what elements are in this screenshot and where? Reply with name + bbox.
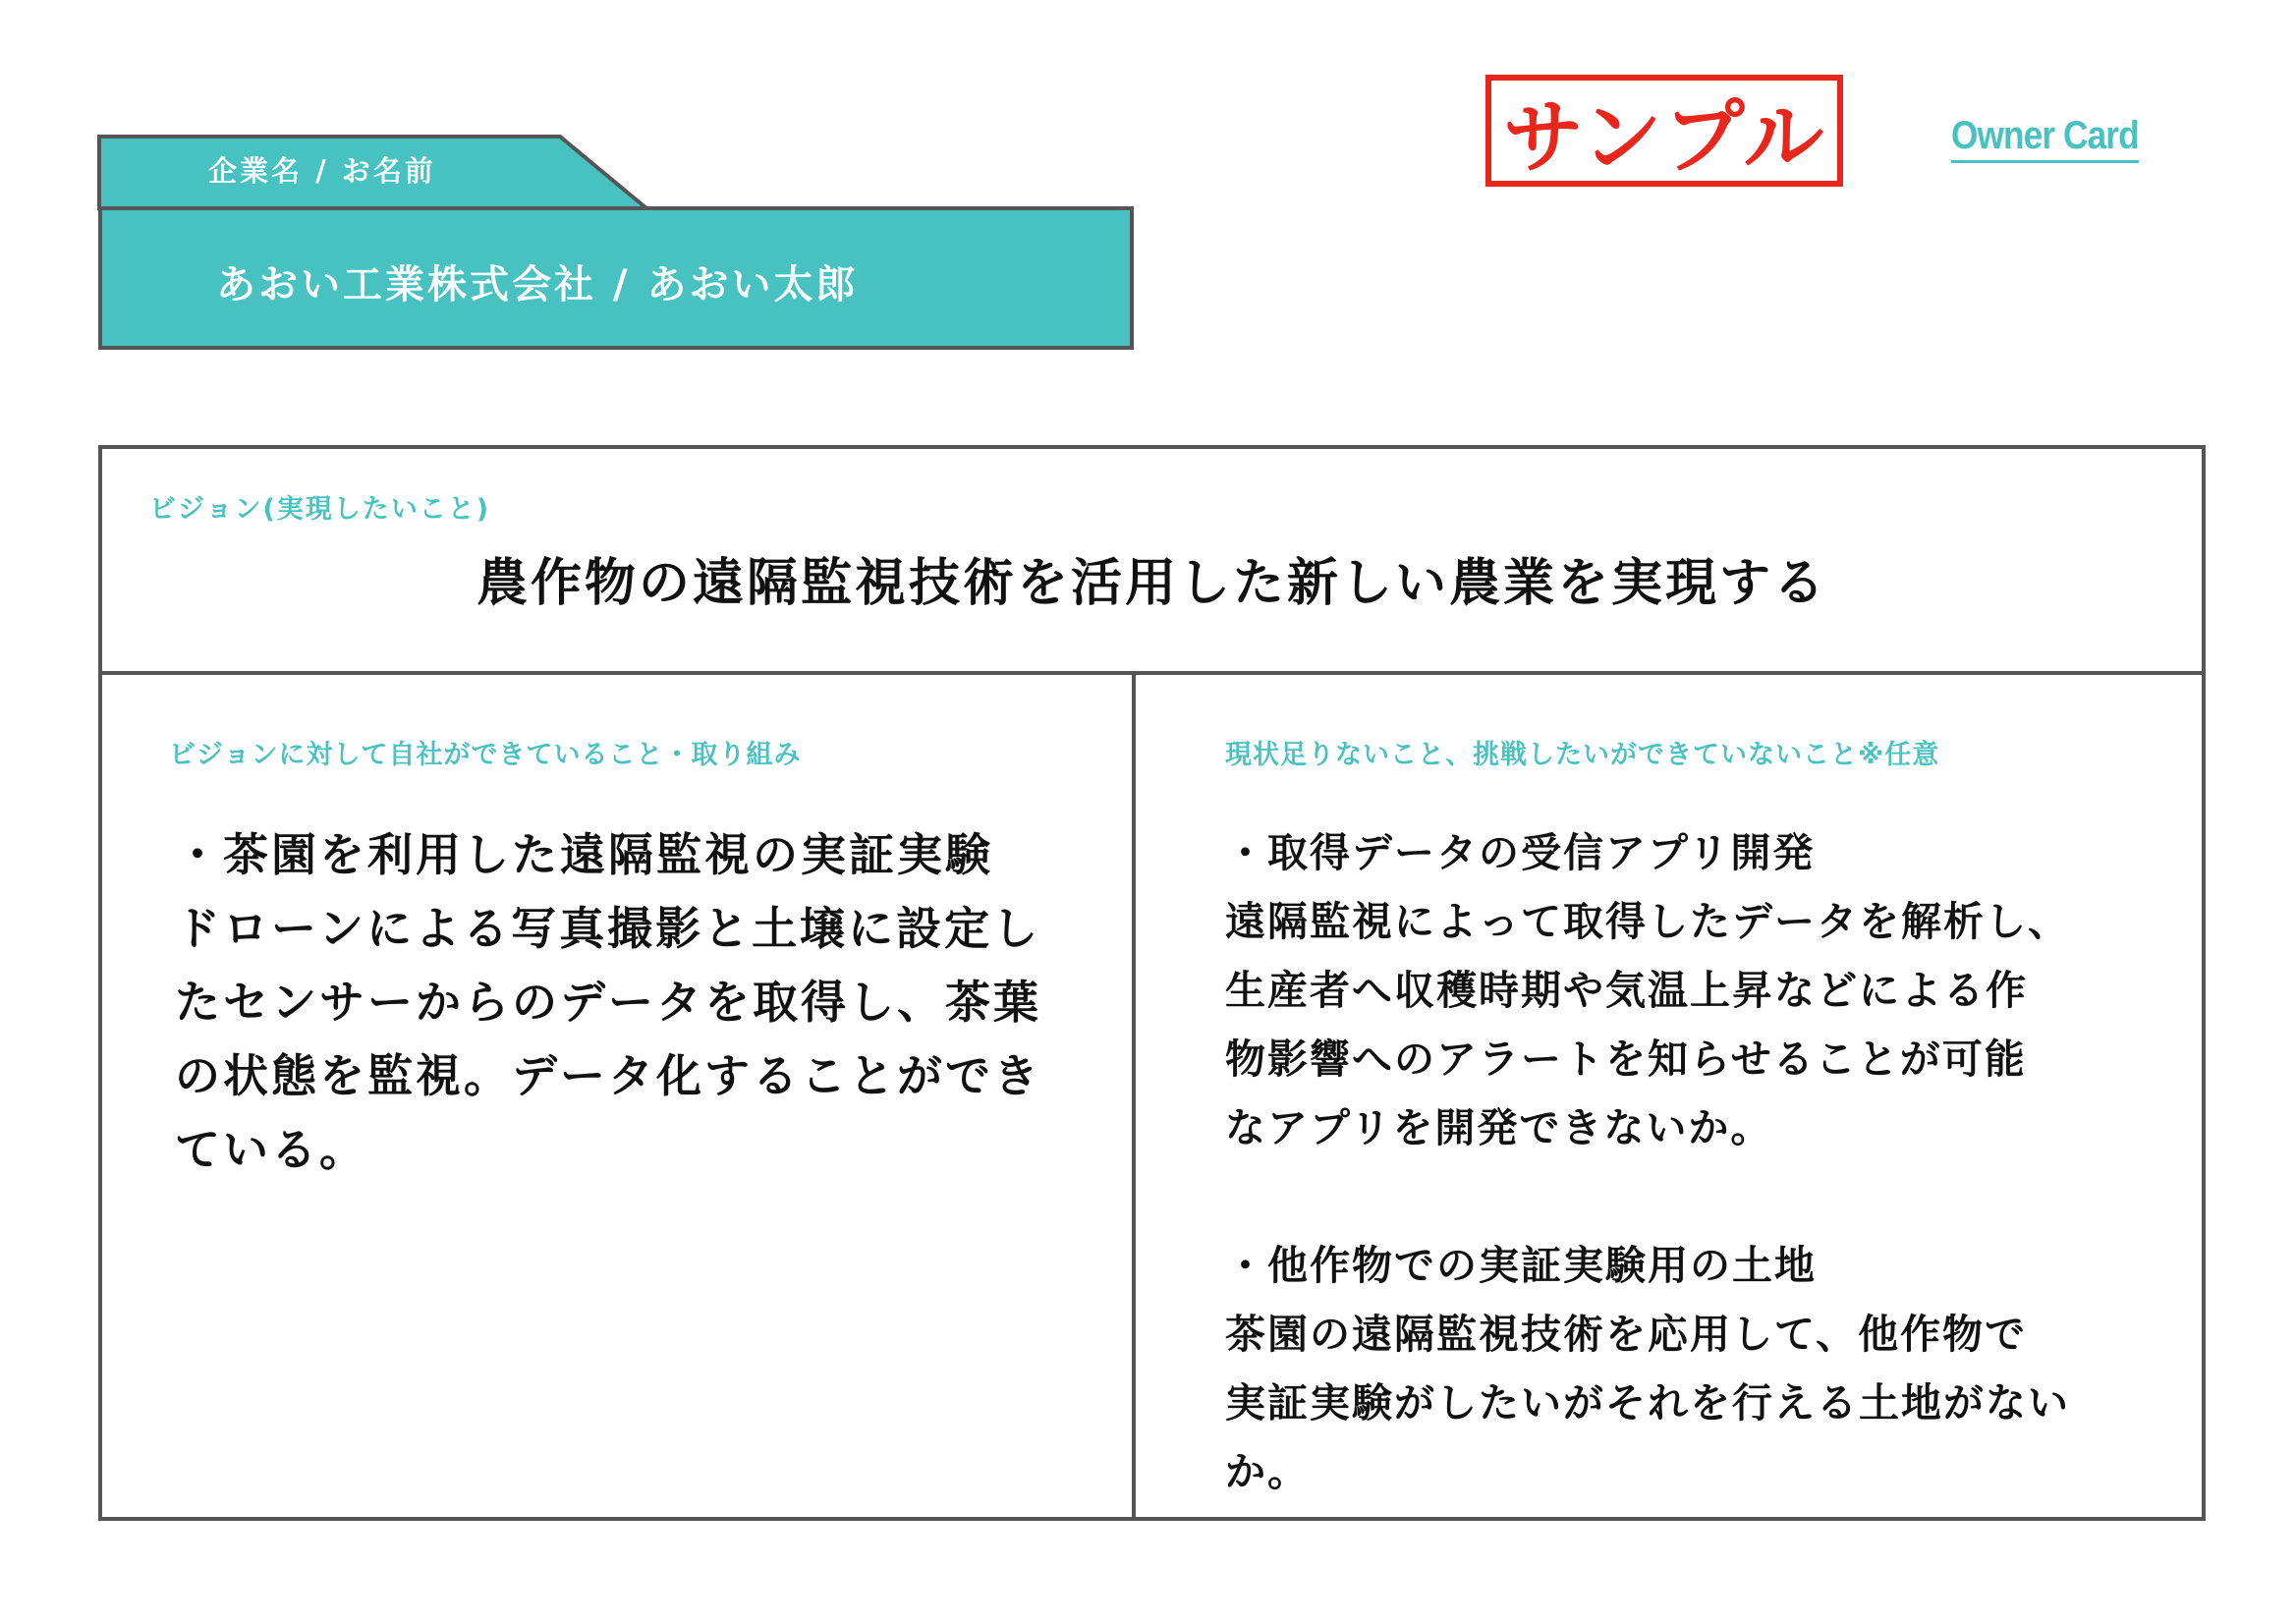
horizontal-divider [98, 671, 2206, 675]
vision-label: ビジョン(実現したいこと) [149, 494, 491, 525]
current-efforts-text: ・茶園を利用した遠隔監視の実証実験 ドローンによる写真撮影と土壌に設定し たセンサーからのデータを取得し、茶葉 の状態を監視。データ化することができ ている。 [175, 828, 1041, 1176]
owner-card-link[interactable]: Owner Card [1951, 114, 2139, 163]
challenges-text: ・取得データの受信アプリ開発 遠隔監視によって取得したデータを解析し、 生産者へ収穫時期や気温上昇などによる作 物影響へのアラートを知らせることが可能 なアプリを開発できないか。 ・他作物での実証実験用の土地 茶園の遠隔監視技術を応用して、他作物で 実証実験がしたいがそれを行える土地がない か。 [1225, 829, 2070, 1495]
company-name: あおい工業株式会社 / あおい太郎 [216, 262, 859, 308]
sample-stamp: サンプル [1485, 75, 1843, 187]
vision-statement: 農作物の遠隔監視技術を活用した新しい農業を実現する [476, 554, 1827, 613]
challenges-label: 現状足りないこと、挑戦したいができていないこと※任意 [1225, 740, 1940, 770]
vertical-divider [1132, 673, 1136, 1521]
name-label: 企業名 / お名前 [208, 154, 436, 188]
current-efforts-label: ビジョンに対して自社ができていること・取り組み [169, 740, 802, 770]
